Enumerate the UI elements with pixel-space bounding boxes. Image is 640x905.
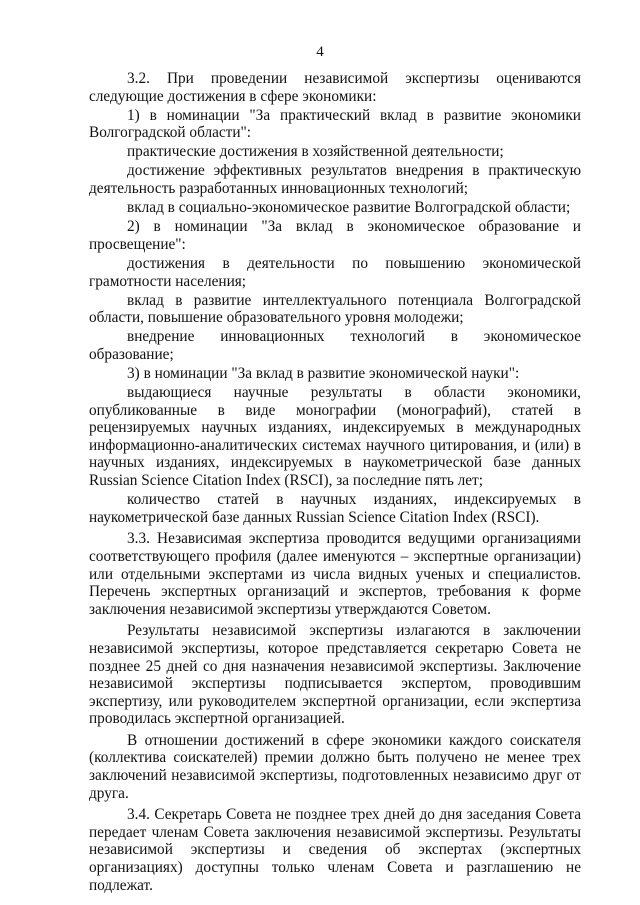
nomination-1-item-2: достижение эффективных результатов внедрения в практическую деятельность разработанных инновационных технологий; (89, 162, 581, 198)
paragraph-expert-results: Результаты независимой экспертизы излагаются в заключении независимой экспертизы, которое представляется секретарю Совета не позднее 25 дней со дня назначения независимой экспертизы. Заключение независимой экспертизы подписывается экспертом, проводившим экспертизу, или руководителем экспертной организации, если экспертиза проводилась экспертной организацией. (89, 622, 581, 728)
nomination-1-item-3: вклад в социально-экономическое развитие Волгоградской области; (127, 199, 571, 217)
page-number: 4 (316, 44, 324, 60)
paragraph-expert-count: В отношении достижений в сфере экономики каждого соискателя (коллектива соискателей) премии должно быть получено не менее трех заключений независимой экспертизы, подготовленных независимо друг от друга. (89, 731, 581, 802)
nomination-3-item-1: выдающиеся научные результаты в области экономики, опубликованные в виде монографии (монографий), статей в рецензируемых научных изданиях, индексируемых в международных информационно-аналитических системах научного цитирования, и (или) в научных изданиях, индексируемых в наукометрической базе данных Russian Science Citation Index (RSCI), за последние пять лет; (89, 384, 581, 490)
paragraph-3-4: 3.4. Секретарь Совета не позднее трех дней до дня заседания Совета передает членам Совета заключения независимой экспертизы. Результаты независимой экспертизы и сведения об экспертах (экспертных организациях) доступны только членам Совета и разглашению не подлежат. (89, 806, 581, 894)
nomination-2-heading: 2) в номинации "За вклад в экономическое образование и просвещение": (89, 218, 581, 253)
nomination-2-item-1: достижения в деятельности по повышению экономической грамотности населения; (89, 254, 581, 290)
paragraph-3-2-intro: 3.2. При проведении независимой экспертизы оцениваются следующие достижения в сфере экономики: (89, 70, 581, 105)
nomination-2-item-3: внедрение инновационных технологий в экономическое образование; (89, 328, 581, 363)
paragraph-3-3: 3.3. Независимая экспертиза проводится ведущими организациями соответствующего профиля (далее именуются – экспертные организации) или отдельными экспертами из числа видных ученых и специалистов. Перечень экспертных организаций и экспертов, требования к форме заключения независимой экспертизы утверждаются Советом. (89, 530, 581, 618)
nomination-2-item-2: вклад в развитие интеллектуального потенциала Волгоградской области, повышение образовательного уровня молодежи; (89, 291, 581, 327)
nomination-3-heading: 3) в номинации "За вклад в развитие экономической науки": (127, 365, 520, 382)
nomination-3-item-2: количество статей в научных изданиях, индексируемых в наукометрической базе данных Russian Science Citation Index (RSCI). (89, 491, 581, 526)
nomination-1-heading: 1) в номинации "За практический вклад в развитие экономики Волгоградской области": (89, 106, 581, 142)
nomination-1-item-1: практические достижения в хозяйственной деятельности; (127, 143, 504, 161)
document-body (89, 70, 581, 896)
